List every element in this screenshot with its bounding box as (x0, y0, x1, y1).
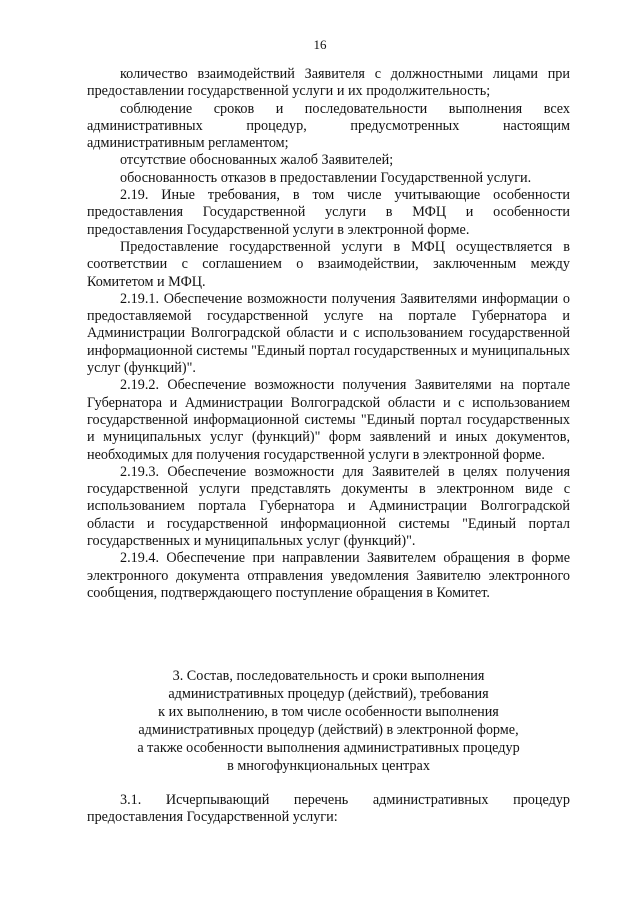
paragraph: обоснованность отказов в предоставлении Государственной услуги. (120, 169, 532, 186)
section-heading (87, 667, 570, 775)
paragraph: количество взаимодействий Заявителя с должностными лицами при предоставлении государственной услуги и их продолжительность; (87, 66, 570, 100)
paragraph: 2.19.1. Обеспечение возможности получения Заявителями информации о предоставляемой государственной услуге на портале Губернатора и Администрации Волгоградской области и с использованием государственной информационной системы "Единый портал государственных и муниципальных услуг (функций)". (87, 290, 570, 377)
paragraph: 3.1. Исчерпывающий перечень административных процедур предоставления Государственной услуги: (87, 792, 570, 826)
section-heading-line: а также особенности выполнения административных процедур (137, 740, 520, 756)
body-text (87, 66, 570, 602)
section-heading-line: 3. Состав, последовательность и сроки выполнения (172, 668, 485, 684)
section-heading-line: административных процедур (действий), требования (168, 686, 489, 702)
paragraph: 2.19.3. Обеспечение возможности для Заявителей в целях получения государственной услуги представлять документы в электронном виде с использованием портала Губернатора и Администрации Волгоградской области и государственной информационной системы "Единый портал государственных и муниципальных услуг (функций)". (87, 463, 570, 550)
closing-text (87, 792, 570, 827)
paragraph: отсутствие обоснованных жалоб Заявителей; (120, 152, 394, 169)
section-heading-line: к их выполнению, в том числе особенности выполнения (158, 704, 499, 720)
paragraph: Предоставление государственной услуги в МФЦ осуществляется в соответствии с соглашением о взаимодействии, заключенным между Комитетом и МФЦ. (87, 238, 570, 290)
paragraph: 2.19.4. Обеспечение при направлении Заявителем обращения в форме электронного документа отправления уведомления Заявителю электронного сообщения, подтверждающего поступление обращения в Комитет. (87, 550, 570, 601)
paragraph: соблюдение сроков и последовательности выполнения всех административных процедур, предусмотренных настоящим административным регламентом; (87, 100, 570, 152)
section-heading-line: в многофункциональных центрах (227, 758, 430, 774)
paragraph: 2.19.2. Обеспечение возможности получения Заявителями на портале Губернатора и Администрации Волгоградской области и с использованием государственной информационной системы "Единый портал государственных и муниципальных услуг (функций)" форм заявлений и иных документов, необходимых для получения государственной услуги в электронной форме. (87, 377, 570, 463)
paragraph: 2.19. Иные требования, в том числе учитывающие особенности предоставления Государственной услуги в МФЦ и особенности предоставления Государственной услуги в электронной форме. (87, 187, 570, 238)
section-heading-line: административных процедур (действий) в электронной форме, (138, 722, 519, 738)
page-number: 16 (313, 37, 327, 52)
